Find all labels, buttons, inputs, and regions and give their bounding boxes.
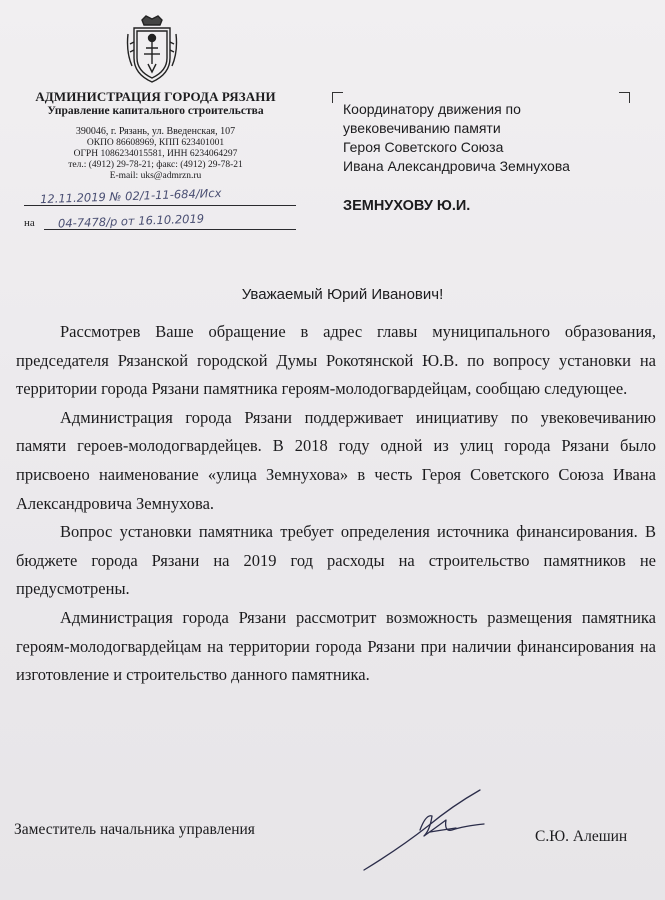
postal-address: 390046, г. Рязань, ул. Введенская, 107 [75, 126, 236, 137]
outgoing-registration-line [24, 205, 296, 206]
body-paragraph: Вопрос установки памятника требует определения источника финансирования. В бюджете города Рязани на 2019 год расходы на строительство памятников не предусмотрены. [16, 522, 656, 599]
okpo-kpp: ОКПО 86608969, КПП 623401001 [86, 138, 225, 148]
letter-body [16, 318, 656, 690]
incoming-registration-number: 04-7478/р от 16.10.2019 [57, 211, 205, 231]
organization-name: АДМИНИСТРАЦИЯ ГОРОДА РЯЗАНИ [35, 89, 276, 104]
addressee-line: Героя Советского Союза [343, 139, 504, 155]
body-paragraph: Администрация города Рязани рассмотрит возможность размещения памятника героям-молодогвардейцам на территории города Рязани при наличии финансирования на изготовление и строительство данного памятника. [16, 607, 656, 685]
body-paragraph: Администрация города Рязани поддерживает инициативу по увековечиванию памяти героев-молодогвардейцев. В 2018 году одной из улиц города Рязани было присвоено наименование «улица Земнухова» в честь Героя Советского Союза Ивана Александровича Земнухова. [16, 407, 656, 513]
phone-fax: тел.: (4912) 29-78-21; факс: (4912) 29-78-21 [68, 160, 243, 170]
email-address: E-mail: uks@admrzn.ru [109, 171, 202, 181]
department-name: Управление капитального строительства [47, 105, 264, 117]
signatory-name: С.Ю. Алешин [535, 828, 628, 845]
body-paragraph: Рассмотрев Ваше обращение в адрес главы муниципального образования, председателя Рязанской городской Думы Рокотянской Ю.В. по вопросу установки на территории города Рязани памятника героям-молодогвардейцам, сообщаю следующее. [16, 322, 656, 399]
addressee-line: Ивана Александровича Земнухова [343, 158, 570, 174]
incoming-registration-line [44, 229, 296, 230]
recipient-name: ЗЕМНУХОВУ Ю.И. [343, 198, 471, 214]
addressee-line: увековечиванию памяти [343, 120, 501, 136]
ryazan-coat-of-arms-icon [122, 14, 182, 86]
addressee-corner-right [619, 92, 630, 103]
na-label: на [24, 217, 35, 229]
signatory-title: Заместитель начальника управления [14, 821, 255, 838]
outgoing-registration-number: 12.11.2019 № 02/1-11-684/Исх [39, 185, 222, 207]
addressee-block [343, 100, 570, 176]
ogrn-inn: ОГРН 1086234015581, ИНН 6234064297 [73, 149, 238, 159]
salutation: Уважаемый Юрий Иванович! [241, 286, 444, 303]
addressee-line: Координатору движения по [343, 101, 521, 117]
handwritten-signature [360, 786, 510, 876]
addressee-corner-left [332, 92, 343, 103]
